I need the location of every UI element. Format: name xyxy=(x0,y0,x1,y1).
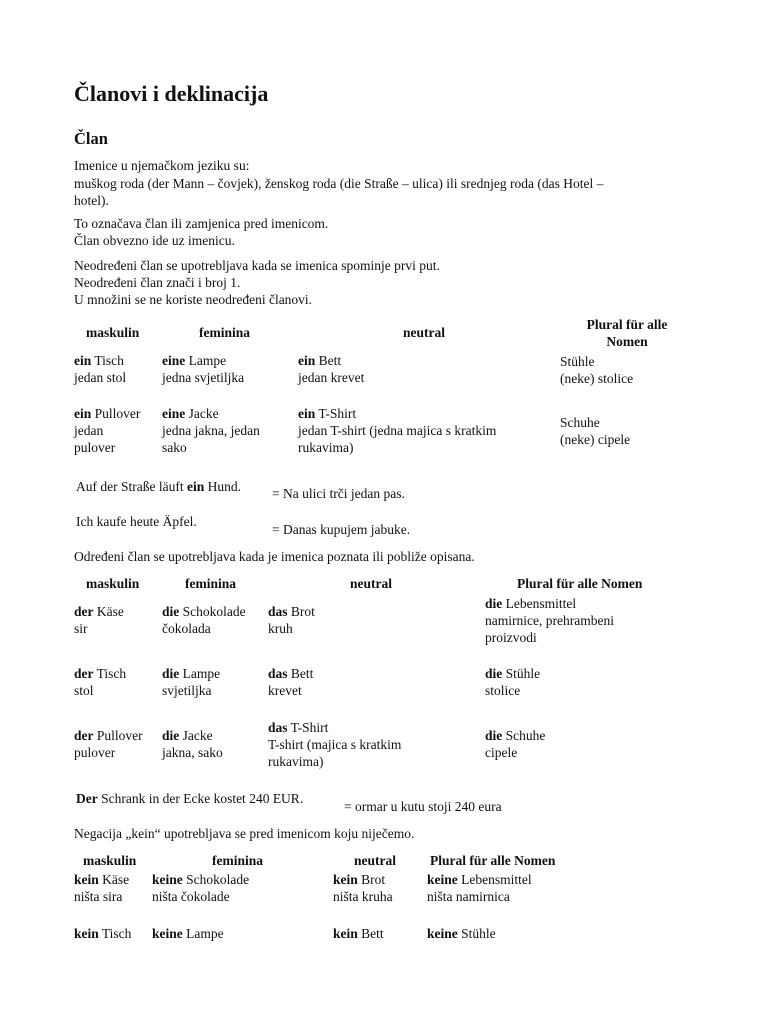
cell-noun: T-Shirt xyxy=(315,406,357,421)
cell-noun: Bett xyxy=(357,926,384,941)
cell-noun: Tisch xyxy=(98,926,132,941)
cell-translation: pulover xyxy=(74,440,116,455)
cell-term xyxy=(162,727,223,744)
cell-term xyxy=(74,871,129,888)
cell-translation: sir xyxy=(74,621,88,636)
cell-translation: namirnice, prehrambeni xyxy=(485,613,614,628)
section-heading: Član xyxy=(74,129,108,148)
cell-article: eine xyxy=(162,406,186,421)
cell-translation: ništa kruha xyxy=(333,889,393,904)
cell-translation: jedan krevet xyxy=(298,370,365,385)
cell-article: kein xyxy=(74,926,99,941)
example-sentence xyxy=(76,790,303,807)
column-header-masculine: maskulin xyxy=(86,325,140,340)
table-cell xyxy=(74,871,129,905)
cell-article: kein xyxy=(333,926,358,941)
cell-term xyxy=(74,405,140,422)
example-translation: = Danas kupujem jabuke. xyxy=(272,522,411,537)
cell-noun: Schokolade xyxy=(182,872,250,887)
cell-term xyxy=(162,603,246,620)
cell-noun: Lebensmittel xyxy=(502,596,577,611)
column-header-plural: Nomen xyxy=(606,334,648,349)
cell-translation: ništa sira xyxy=(74,889,123,904)
cell-noun: Pullover xyxy=(93,728,143,743)
cell-translation: ništa čokolade xyxy=(152,889,230,904)
cell-article: kein xyxy=(333,872,358,887)
cell-article: ein xyxy=(74,406,92,421)
table-cell xyxy=(298,352,364,386)
cell-noun: Bett xyxy=(315,353,342,368)
table-cell xyxy=(74,727,143,761)
cell-translation: krevet xyxy=(268,683,302,698)
paragraph-line: Član obvezno ide uz imenicu. xyxy=(74,233,235,248)
paragraph-line: To označava član ili zamjenica pred imenicom. xyxy=(74,216,329,231)
cell-noun: Schokolade xyxy=(179,604,246,619)
negation-intro: Negacija „kein“ upotrebljava se pred imenicom koju niječemo. xyxy=(74,826,415,841)
cell-term xyxy=(162,352,244,369)
cell-noun: Lampe xyxy=(182,926,224,941)
page-title: Članovi i deklinacija xyxy=(74,81,269,106)
cell-term xyxy=(268,665,313,682)
cell-noun: Käse xyxy=(98,872,130,887)
column-header-feminine: feminina xyxy=(199,325,251,340)
cell-noun: Stühle xyxy=(502,666,541,681)
table-cell xyxy=(427,871,532,905)
cell-translation: stol xyxy=(74,683,94,698)
column-header-masculine: maskulin xyxy=(83,853,137,868)
column-header-feminine: feminina xyxy=(212,853,264,868)
cell-term xyxy=(268,603,315,620)
cell-article: keine xyxy=(427,872,458,887)
column-header-neutral: neutral xyxy=(354,853,396,868)
table-cell xyxy=(162,727,223,761)
cell-term xyxy=(162,405,260,422)
cell-article: ein xyxy=(298,406,316,421)
cell-article: die xyxy=(485,728,503,743)
cell-term xyxy=(74,352,126,369)
cell-article: das xyxy=(268,720,288,735)
table-cell xyxy=(152,925,224,942)
table-cell xyxy=(74,925,131,942)
table-cell xyxy=(74,665,126,699)
cell-article: die xyxy=(485,666,503,681)
table-cell xyxy=(485,595,614,646)
cell-term xyxy=(560,353,633,370)
definite-intro: Određeni član se upotrebljava kada je imenica poznata ili pobliže opisana. xyxy=(74,549,475,564)
cell-article: das xyxy=(268,604,288,619)
cell-article: die xyxy=(162,604,180,619)
example-translation: = Na ulici trči jedan pas. xyxy=(272,486,405,501)
cell-term xyxy=(298,352,364,369)
cell-term xyxy=(333,871,393,888)
table-cell xyxy=(162,352,244,386)
cell-article: keine xyxy=(152,926,183,941)
cell-term xyxy=(152,871,249,888)
cell-term xyxy=(74,727,143,744)
cell-translation: T-shirt (majica s kratkim xyxy=(268,737,402,752)
cell-translation: (neke) stolice xyxy=(560,371,634,386)
paragraph-line: Imenice u njemačkom jeziku su: xyxy=(74,158,250,173)
table-cell xyxy=(162,665,220,699)
cell-term xyxy=(162,665,220,682)
cell-noun: Brot xyxy=(287,604,315,619)
table-cell xyxy=(485,727,545,761)
cell-term xyxy=(485,595,614,612)
cell-term xyxy=(74,925,131,942)
example-sentence xyxy=(76,478,241,495)
cell-article: das xyxy=(268,666,288,681)
cell-translation: rukavima) xyxy=(298,440,354,455)
cell-noun: Lebensmittel xyxy=(457,872,532,887)
column-header-plural: Plural für alle Nomen xyxy=(517,576,643,591)
cell-term xyxy=(427,925,496,942)
cell-noun: Stühle xyxy=(457,926,496,941)
example-article: ein xyxy=(186,479,205,494)
cell-translation: sako xyxy=(162,440,187,455)
cell-article: keine xyxy=(427,926,458,941)
table-cell xyxy=(152,871,249,905)
cell-translation: jedna jakna, jedan xyxy=(162,423,260,438)
cell-noun: Pullover xyxy=(91,406,141,421)
example-article: Der xyxy=(76,791,98,806)
cell-term xyxy=(333,925,384,942)
cell-noun: T-Shirt xyxy=(287,720,329,735)
cell-article: die xyxy=(162,666,180,681)
cell-term xyxy=(74,665,126,682)
example-text: Schrank in der Ecke kostet 240 EUR. xyxy=(97,791,304,806)
cell-term xyxy=(560,414,630,431)
table-cell xyxy=(560,353,633,387)
cell-article: keine xyxy=(152,872,183,887)
cell-translation: stolice xyxy=(485,683,521,698)
cell-article: die xyxy=(485,596,503,611)
cell-noun: Jacke xyxy=(185,406,219,421)
cell-noun: Brot xyxy=(357,872,386,887)
column-header-plural: Plural für alle Nomen xyxy=(430,853,556,868)
column-header-plural: Plural für alle xyxy=(586,317,668,332)
cell-article: ein xyxy=(298,353,316,368)
table-cell xyxy=(268,719,401,770)
cell-noun: Tisch xyxy=(93,666,127,681)
cell-translation: čokolada xyxy=(162,621,211,636)
cell-translation: jedan T-shirt (jedna majica s kratkim xyxy=(298,423,497,438)
cell-translation: jedna svjetiljka xyxy=(162,370,245,385)
cell-article: eine xyxy=(162,353,186,368)
table-cell xyxy=(74,405,140,456)
cell-term xyxy=(74,603,124,620)
cell-translation: jedan stol xyxy=(74,370,127,385)
table-cell xyxy=(162,405,260,456)
paragraph-line: hotel). xyxy=(74,193,109,208)
paragraph-line: muškog roda (der Mann – čovjek), ženskog roda (die Straße – ulica) ili srednjeg roda (das Hotel – xyxy=(74,176,604,191)
example-text: Auf der Straße läuft xyxy=(76,479,187,494)
cell-article: der xyxy=(74,728,94,743)
table-cell xyxy=(74,603,124,637)
cell-term xyxy=(485,665,540,682)
table-cell xyxy=(485,665,540,699)
cell-noun: Stühle xyxy=(560,354,595,369)
cell-term xyxy=(268,719,401,736)
table-cell xyxy=(560,414,630,448)
table-cell xyxy=(268,603,315,637)
example-text: Hund. xyxy=(204,479,241,494)
cell-noun: Käse xyxy=(93,604,124,619)
cell-translation: cipele xyxy=(485,745,518,760)
cell-noun: Jacke xyxy=(179,728,213,743)
cell-noun: Tisch xyxy=(91,353,124,368)
column-header-neutral: neutral xyxy=(350,576,392,591)
table-cell xyxy=(333,925,384,942)
cell-translation: kruh xyxy=(268,621,293,636)
cell-translation: (neke) cipele xyxy=(560,432,631,447)
cell-translation: jakna, sako xyxy=(162,745,223,760)
cell-term xyxy=(485,727,545,744)
paragraph-line: Neodređeni član se upotrebljava kada se imenica spominje prvi put. xyxy=(74,258,440,273)
paragraph-line: Neodređeni član znači i broj 1. xyxy=(74,275,241,290)
cell-noun: Lampe xyxy=(179,666,221,681)
column-header-feminine: feminina xyxy=(185,576,237,591)
cell-noun: Lampe xyxy=(185,353,227,368)
cell-noun: Schuhe xyxy=(502,728,546,743)
cell-translation: proizvodi xyxy=(485,630,537,645)
table-cell xyxy=(427,925,496,942)
column-header-masculine: maskulin xyxy=(86,576,140,591)
cell-translation: rukavima) xyxy=(268,754,324,769)
cell-article: kein xyxy=(74,872,99,887)
table-cell xyxy=(268,665,313,699)
table-cell xyxy=(298,405,496,456)
cell-term xyxy=(298,405,496,422)
column-header-neutral: neutral xyxy=(403,325,445,340)
table-cell xyxy=(162,603,246,637)
example-sentence: Ich kaufe heute Äpfel. xyxy=(76,514,197,529)
example-translation: = ormar u kutu stoji 240 eura xyxy=(344,799,502,814)
cell-article: der xyxy=(74,666,94,681)
cell-term xyxy=(427,871,532,888)
cell-translation: jedan xyxy=(74,423,104,438)
cell-noun: Schuhe xyxy=(560,415,600,430)
cell-article: ein xyxy=(74,353,92,368)
table-cell xyxy=(74,352,126,386)
cell-translation: svjetiljka xyxy=(162,683,212,698)
paragraph-line: U množini se ne koriste neodređeni članovi. xyxy=(74,292,313,307)
cell-term xyxy=(152,925,224,942)
cell-article: die xyxy=(162,728,180,743)
table-cell xyxy=(333,871,393,905)
cell-noun: Bett xyxy=(287,666,314,681)
cell-translation: pulover xyxy=(74,745,116,760)
cell-article: der xyxy=(74,604,94,619)
cell-translation: ništa namirnica xyxy=(427,889,510,904)
